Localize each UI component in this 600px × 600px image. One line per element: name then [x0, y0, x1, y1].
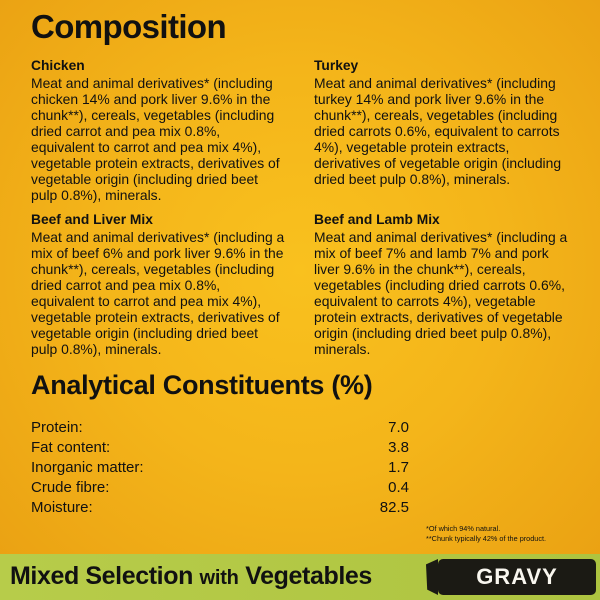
product-name-end: Vegetables	[238, 562, 372, 590]
constituent-row-crude-fibre	[31, 478, 409, 498]
constituent-value: 0.4	[388, 479, 409, 496]
product-footer-band	[0, 554, 600, 600]
recipe-name: Beef and Liver Mix	[31, 212, 153, 227]
product-name	[10, 558, 372, 596]
recipe-beef-and-liver-mix	[31, 212, 286, 357]
recipe-name: Chicken	[31, 58, 85, 73]
gravy-badge: GRAVY	[438, 559, 596, 595]
recipe-name: Beef and Lamb Mix	[314, 212, 440, 227]
constituent-value: 82.5	[379, 499, 409, 516]
constituent-value: 1.7	[388, 459, 409, 476]
gravy-badge-edge	[426, 559, 438, 595]
footnote-natural: *Of which 94% natural.	[426, 524, 501, 533]
composition-title: Composition	[31, 8, 227, 45]
recipe-description: Meat and animal derivatives* (including chicken 14% and pork liver 9.6% in the chunk**), cereals, vegetables (including dried carrot and pea mix 0.8%, equivalent to carrot and pea mix 4%), vegetable protein extracts, derivatives of vegetable origin (including dried beet pulp 0.8%), minerals.	[31, 75, 280, 203]
product-name-with: with	[199, 567, 239, 589]
constituent-label: Inorganic matter:	[31, 459, 144, 476]
recipe-chicken	[31, 58, 286, 203]
constituent-label: Protein:	[31, 419, 83, 436]
constituent-row-protein	[31, 418, 409, 438]
footnotes	[426, 524, 570, 544]
recipe-description: Meat and animal derivatives* (including turkey 14% and pork liver 9.6% in the chunk**), cereals, vegetables (including dried carrots 0.6%, equivalent to carrots 4%), vegetable protein extracts, derivatives of vegetable origin (including dried beet pulp 0.8%), minerals.	[314, 75, 562, 187]
constituent-value: 7.0	[388, 419, 409, 436]
recipe-turkey	[314, 58, 569, 187]
constituent-row-inorganic-matter	[31, 458, 409, 478]
recipe-description: Meat and animal derivatives* (including a mix of beef 6% and pork liver 9.6% in the chunk**), cereals, vegetables (including dried carrot and pea mix 0.8%, equivalent to carrot and pea mix 4%), vegetable protein extracts, derivatives of vegetable origin (including dried beet pulp 0.8%), minerals.	[31, 229, 285, 357]
analytical-constituents-table	[31, 418, 409, 518]
constituent-row-fat-content	[31, 438, 409, 458]
footnote-chunk: **Chunk typically 42% of the product.	[426, 534, 547, 543]
recipe-name: Turkey	[314, 58, 359, 73]
analytical-constituents-title: Analytical Constituents (%)	[31, 370, 373, 400]
recipe-description: Meat and animal derivatives* (including a mix of beef 7% and lamb 7% and pork liver 9.6% in the chunk**), cereals, vegetables (including dried carrots 0.6%, equivalent to carrots 4%), vegetable protein extracts, derivatives of vegetable origin (including dried beet pulp 0.8%), minerals.	[314, 229, 568, 357]
constituent-label: Moisture:	[31, 499, 93, 516]
constituent-label: Crude fibre:	[31, 479, 110, 496]
constituent-label: Fat content:	[31, 439, 111, 456]
product-name-main: Mixed Selection	[10, 562, 200, 590]
constituent-value: 3.8	[388, 439, 409, 456]
recipe-beef-and-lamb-mix	[314, 212, 569, 357]
constituent-row-moisture	[31, 498, 409, 518]
